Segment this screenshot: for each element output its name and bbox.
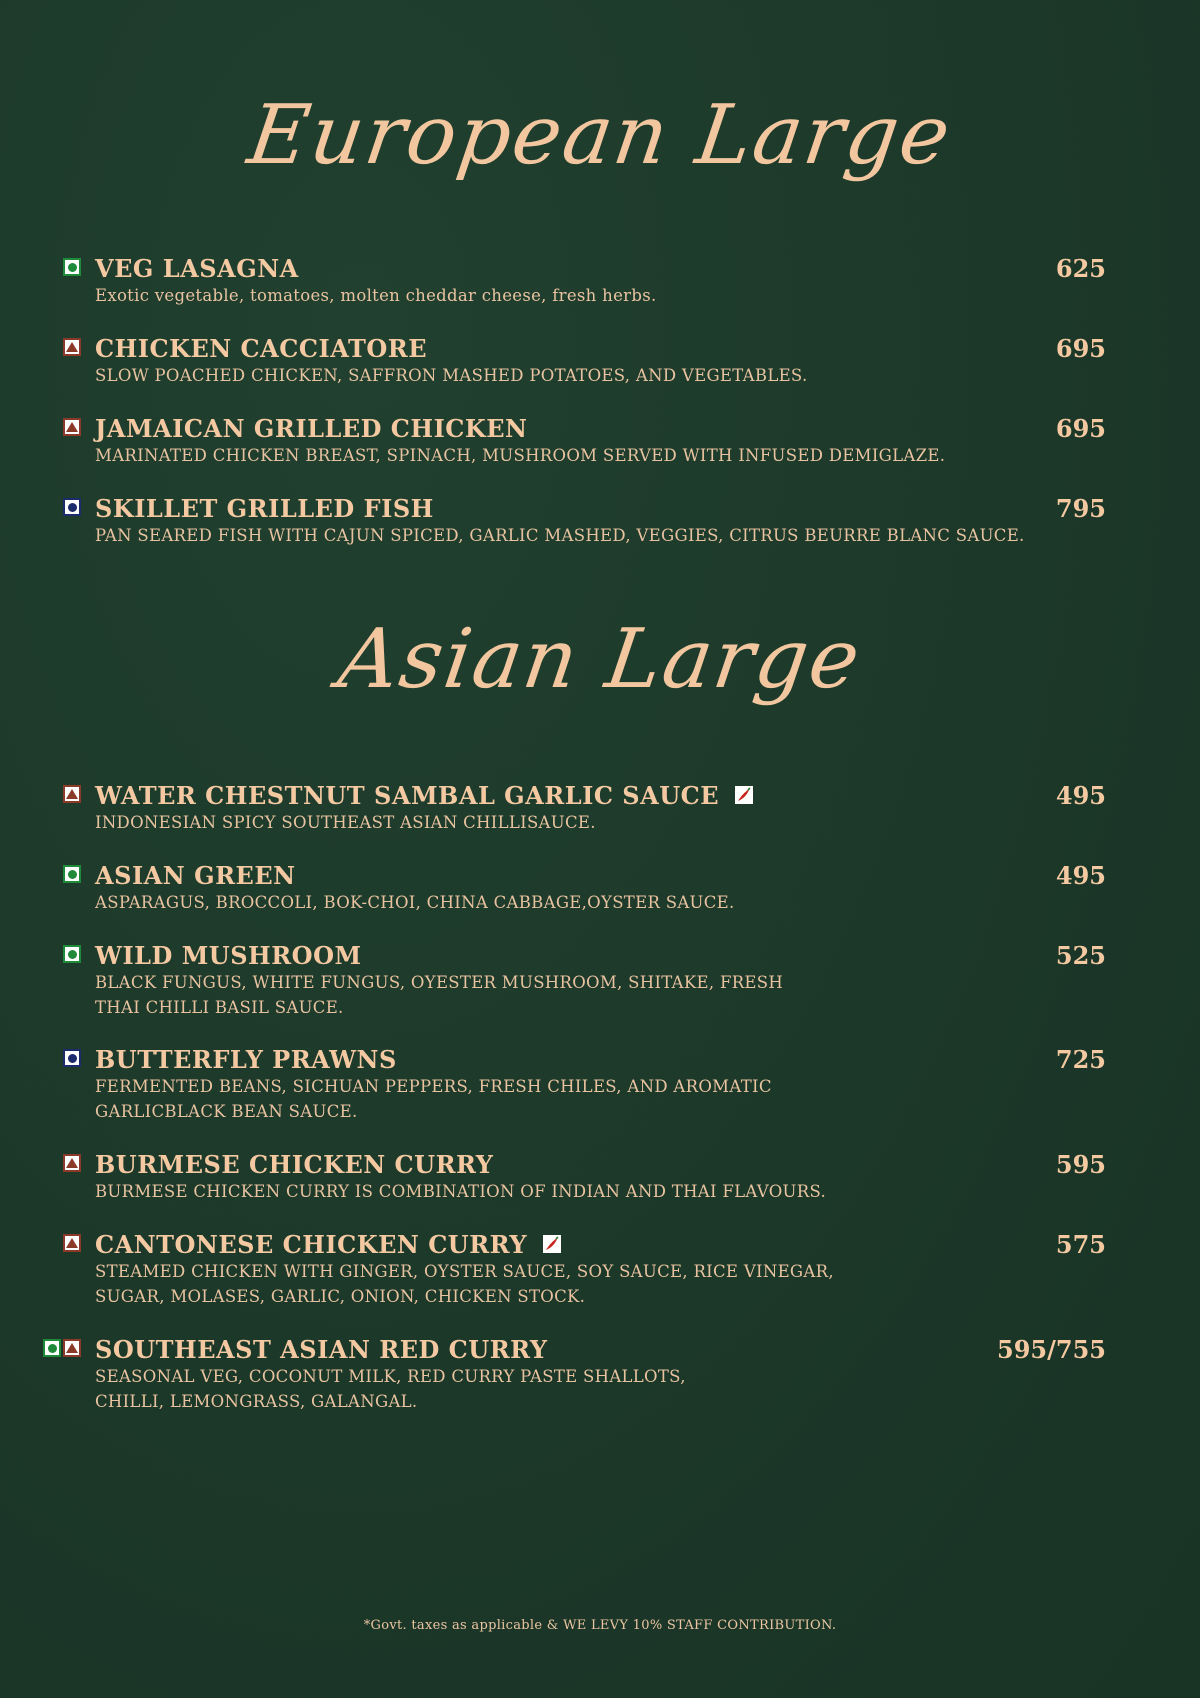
item-description: SEASONAL VEG, COCONUT MILK, RED CURRY PASTE SHALLOTS, CHILLI, LEMONGRASS, GALANGAL. xyxy=(95,1367,686,1411)
item-price: 695 xyxy=(1055,334,1106,363)
non-veg-symbol-icon xyxy=(63,1154,81,1172)
non-veg-symbol-icon xyxy=(63,418,81,436)
item-name: WILD MUSHROOM xyxy=(95,941,362,970)
item-description: BLACK FUNGUS, WHITE FUNGUS, OYESTER MUSHROOM, SHITAKE, FRESH THAI CHILLI BASIL SAUCE. xyxy=(95,973,784,1017)
non-veg-symbol-icon xyxy=(63,338,81,356)
chilli-icon xyxy=(735,786,753,804)
item-description: MARINATED CHICKEN BREAST, SPINACH, MUSHROOM SERVED WITH INFUSED DEMIGLAZE. xyxy=(95,446,946,465)
item-name: SKILLET GRILLED FISH xyxy=(95,494,434,523)
non-veg-symbol-icon xyxy=(63,1339,81,1357)
item-description: PAN SEARED FISH WITH CAJUN SPICED, GARLIC MASHED, VEGGIES, CITRUS BEURRE BLANC SAUCE. xyxy=(95,526,1025,545)
item-price: 495 xyxy=(1055,861,1106,890)
item-price: 495 xyxy=(1055,781,1106,810)
item-name: BURMESE CHICKEN CURRY xyxy=(95,1150,494,1179)
item-name: SOUTHEAST ASIAN RED CURRY xyxy=(95,1335,548,1364)
section-title-european: European Large xyxy=(242,88,958,183)
chilli-icon xyxy=(543,1235,561,1253)
item-price: 625 xyxy=(1055,254,1106,283)
non-veg-symbol-icon xyxy=(63,785,81,803)
non-veg-symbol-icon xyxy=(63,1234,81,1252)
item-name: JAMAICAN GRILLED CHICKEN xyxy=(95,414,528,443)
veg-symbol-icon xyxy=(43,1339,61,1357)
section-title-asian: Asian Large xyxy=(332,612,868,707)
item-name: BUTTERFLY PRAWNS xyxy=(95,1045,397,1074)
item-name: WATER CHESTNUT SAMBAL GARLIC SAUCE xyxy=(95,781,753,810)
item-name: CHICKEN CACCIATORE xyxy=(95,334,428,363)
item-price: 725 xyxy=(1055,1045,1106,1074)
veg-symbol-icon xyxy=(63,945,81,963)
item-name: ASIAN GREEN xyxy=(95,861,296,890)
item-price: 575 xyxy=(1055,1230,1106,1259)
veg-symbol-icon xyxy=(63,865,81,883)
seafood-symbol-icon xyxy=(63,498,81,516)
item-price: 695 xyxy=(1055,414,1106,443)
footer-tax-note: *Govt. taxes as applicable & WE LEVY 10% STAFF CONTRIBUTION. xyxy=(363,1618,837,1633)
item-description: Exotic vegetable, tomatoes, molten cheddar cheese, fresh herbs. xyxy=(95,286,657,305)
item-description: STEAMED CHICKEN WITH GINGER, OYSTER SAUCE, SOY SAUCE, RICE VINEGAR, SUGAR, MOLASES, GARLIC, ONION, CHICKEN STOCK. xyxy=(95,1262,834,1306)
item-description: ASPARAGUS, BROCCOLI, BOK-CHOI, CHINA CABBAGE,OYSTER SAUCE. xyxy=(95,893,735,912)
veg-symbol-icon xyxy=(63,258,81,276)
item-description: BURMESE CHICKEN CURRY IS COMBINATION OF INDIAN AND THAI FLAVOURS. xyxy=(95,1182,827,1201)
item-price: 595/755 xyxy=(997,1335,1106,1364)
item-price: 595 xyxy=(1055,1150,1106,1179)
item-name: VEG LASAGNA xyxy=(95,254,299,283)
seafood-symbol-icon xyxy=(63,1049,81,1067)
item-name: CANTONESE CHICKEN CURRY xyxy=(95,1230,561,1259)
item-price: 525 xyxy=(1055,941,1106,970)
item-description: INDONESIAN SPICY SOUTHEAST ASIAN CHILLISAUCE. xyxy=(95,813,596,832)
item-description: SLOW POACHED CHICKEN, SAFFRON MASHED POTATOES, AND VEGETABLES. xyxy=(95,366,808,385)
item-description: FERMENTED BEANS, SICHUAN PEPPERS, FRESH CHILES, AND AROMATIC GARLICBLACK BEAN SAUCE. xyxy=(95,1077,772,1121)
item-price: 795 xyxy=(1055,494,1106,523)
